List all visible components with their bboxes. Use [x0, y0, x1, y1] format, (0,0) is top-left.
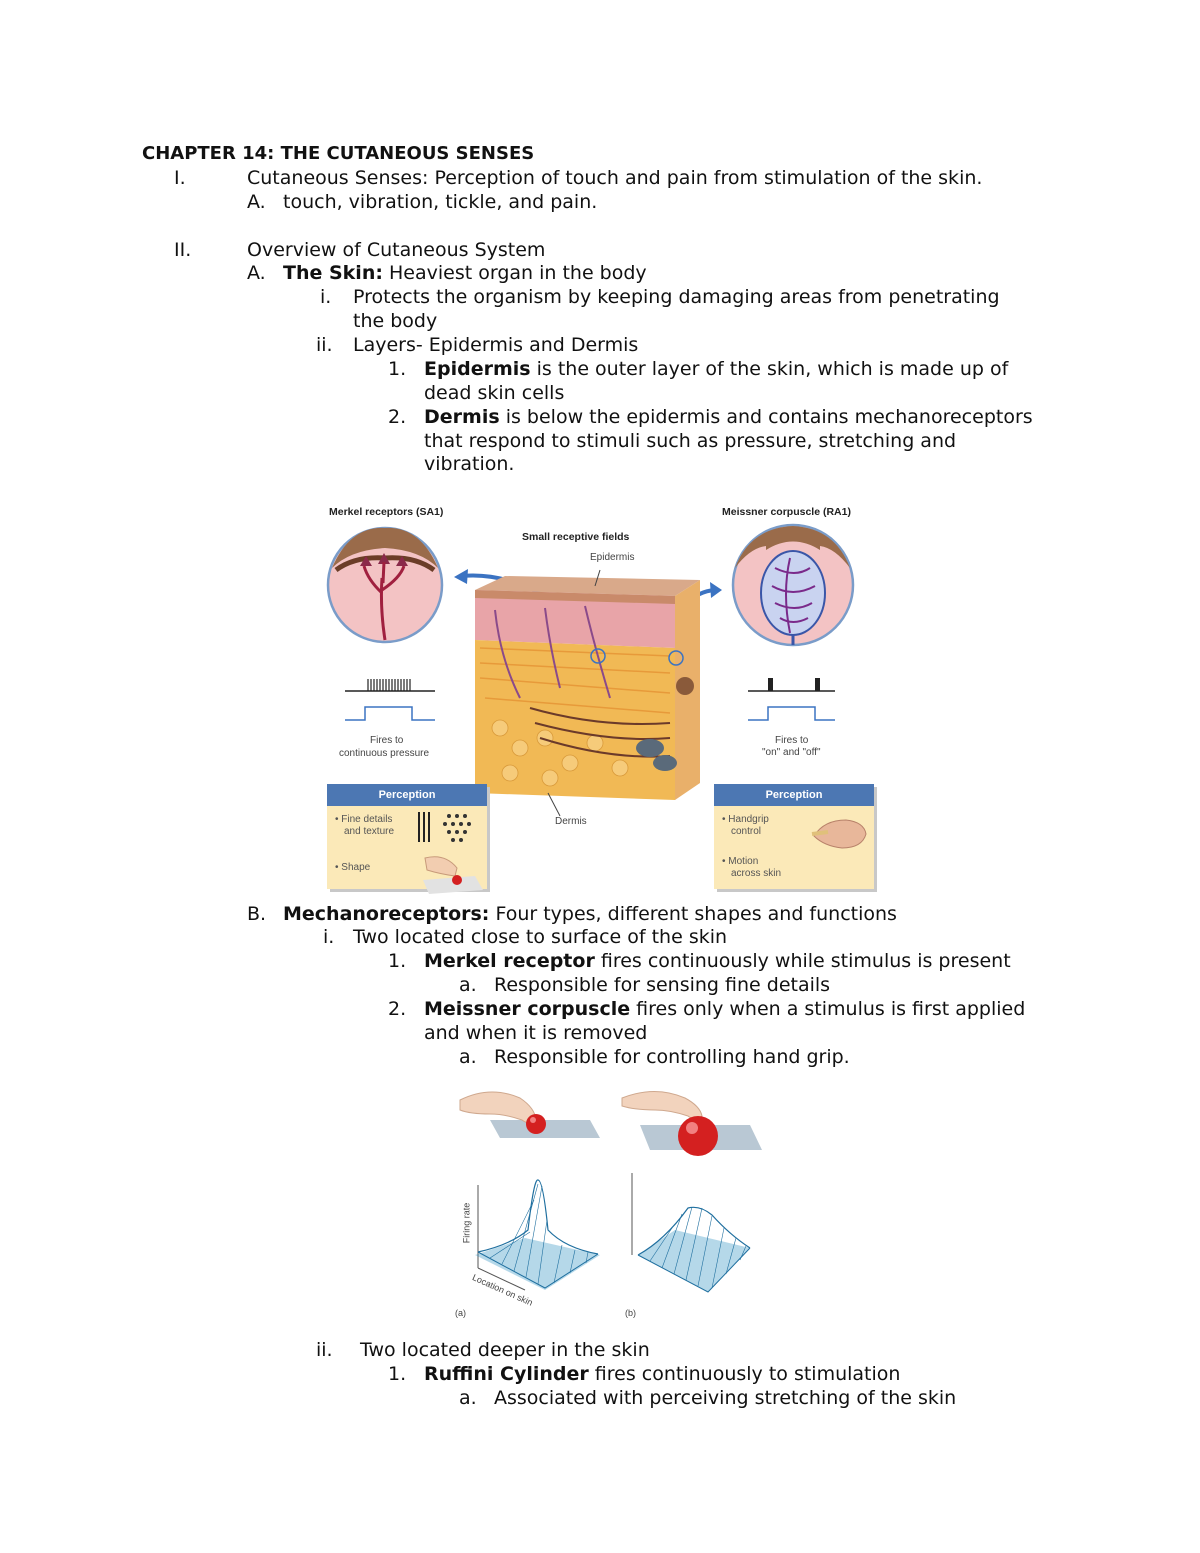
bold-term: Epidermis: [424, 358, 531, 380]
outline-number: i.: [320, 286, 332, 308]
outline-number: 1.: [388, 1363, 407, 1385]
meissner-corpuscle-magnified-image: [733, 525, 853, 645]
outline-number: 1.: [388, 950, 407, 972]
firing-rate-mesh-a: [475, 1180, 600, 1290]
outline-item-text: [424, 1362, 900, 1386]
outline-item-text: [424, 357, 1008, 381]
outline-item-text: Protects the organism by keeping damaging areas from penetrating: [353, 286, 1000, 308]
outline-item-text: [424, 405, 1033, 429]
term-description: fires continuously to stimulation: [588, 1363, 901, 1385]
outline-item-text: [283, 261, 647, 285]
meissner-fires-label: "on" and "off": [762, 747, 821, 758]
bold-term: Dermis: [424, 406, 500, 428]
outline-item-text: that respond to stimuli such as pressure, stretching and: [424, 430, 957, 452]
outline-item-text: [424, 997, 1025, 1021]
outline-number: a.: [459, 974, 477, 996]
handgrip-image: [810, 812, 870, 852]
outline-item-text: [283, 902, 897, 926]
outline-number: i.: [323, 926, 335, 948]
perception-item: across skin: [731, 868, 782, 879]
merkel-firing-trace: [345, 679, 435, 720]
outline-number: B.: [247, 903, 267, 925]
perception-item: • Shape: [335, 862, 371, 873]
term-description: fires continuously while stimulus is present: [594, 950, 1011, 972]
panel-label-a: (a): [455, 1308, 466, 1318]
term-description: Four types, different shapes and functions: [489, 903, 897, 925]
merkel-receptor-magnified-image: [328, 528, 442, 642]
merkel-receptor-label: Merkel receptors (SA1): [329, 506, 444, 518]
outline-number: I.: [174, 167, 186, 189]
bold-term: The Skin:: [283, 262, 383, 284]
perception-item: • Handgrip: [722, 814, 769, 825]
epidermis-label: Epidermis: [590, 552, 635, 563]
meissner-fires-label: Fires to: [775, 735, 809, 746]
outline-number: A.: [247, 191, 266, 213]
meissner-perception-box: [714, 784, 874, 889]
meissner-corpuscle-label: Meissner corpuscle (RA1): [722, 506, 851, 518]
perception-header: Perception: [327, 784, 487, 806]
dermis-label: Dermis: [555, 816, 587, 827]
outline-item-text: Responsible for controlling hand grip.: [494, 1046, 850, 1068]
skin-block-image: [475, 570, 700, 816]
outline-item-text: Overview of Cutaneous System: [247, 239, 546, 261]
term-description: fires only when a stimulus is first applied: [630, 998, 1026, 1020]
firing-rate-mesh-b: [638, 1207, 750, 1292]
finger-small-ball-image: [460, 1092, 600, 1138]
outline-number: 2.: [388, 998, 407, 1020]
outline-item-text: Two located deeper in the skin: [360, 1339, 650, 1361]
outline-number: A.: [247, 262, 266, 284]
small-receptive-fields-label: Small receptive fields: [522, 531, 630, 543]
outline-item-text: touch, vibration, tickle, and pain.: [283, 191, 598, 213]
term-description: is below the epidermis and contains mechanoreceptors: [499, 406, 1033, 428]
outline-number: a.: [459, 1387, 477, 1409]
outline-number: 1.: [388, 358, 407, 380]
bold-term: Ruffini Cylinder: [424, 1363, 589, 1385]
outline-number: ii.: [316, 1339, 333, 1361]
texture-and-shape-image: [415, 808, 485, 898]
panel-label-b: (b): [625, 1308, 636, 1318]
perception-item: and texture: [344, 826, 395, 837]
outline-item-text: Layers- Epidermis and Dermis: [353, 334, 639, 356]
outline-item-text: Responsible for sensing fine details: [494, 974, 831, 996]
perception-item: • Fine details: [335, 814, 393, 825]
outline-number: ii.: [316, 334, 333, 356]
outline-item-text: and when it is removed: [424, 1022, 648, 1044]
outline-item-text: Associated with perceiving stretching of the skin: [494, 1387, 957, 1409]
perception-item: • Motion: [722, 856, 759, 867]
x-axis-label: Location on skin: [470, 1272, 535, 1308]
bold-term: Mechanoreceptors:: [283, 903, 490, 925]
y-axis-label: Firing rate: [461, 1202, 472, 1244]
outline-number: 2.: [388, 406, 407, 428]
bold-term: Merkel receptor: [424, 950, 595, 972]
term-description: Heaviest organ in the body: [382, 262, 647, 284]
outline-item-text: Two located close to surface of the skin: [353, 926, 728, 948]
meissner-firing-trace: [748, 678, 835, 720]
merkel-fires-label: Fires to: [370, 735, 404, 746]
bold-term: Meissner corpuscle: [424, 998, 631, 1020]
merkel-perception-box: [327, 784, 487, 889]
outline-number: a.: [459, 1046, 477, 1068]
term-description: is the outer layer of the skin, which is made up of: [530, 358, 1009, 380]
outline-item-text: [424, 949, 1011, 973]
merkel-fires-label: continuous pressure: [339, 748, 430, 759]
finger-large-ball-image: [622, 1092, 762, 1157]
perception-header: Perception: [714, 784, 874, 806]
outline-item-text: the body: [353, 310, 438, 332]
receptive-field-figure: [450, 1080, 770, 1325]
skin-diagram-figure: [320, 498, 890, 898]
perception-item: control: [731, 826, 762, 837]
outline-number: II.: [174, 239, 192, 261]
outline-item-text: Cutaneous Senses: Perception of touch and pain from stimulation of the skin.: [247, 167, 983, 189]
page-title: CHAPTER 14: THE CUTANEOUS SENSES: [142, 143, 535, 164]
outline-item-text: vibration.: [424, 453, 515, 475]
outline-item-text: dead skin cells: [424, 382, 565, 404]
